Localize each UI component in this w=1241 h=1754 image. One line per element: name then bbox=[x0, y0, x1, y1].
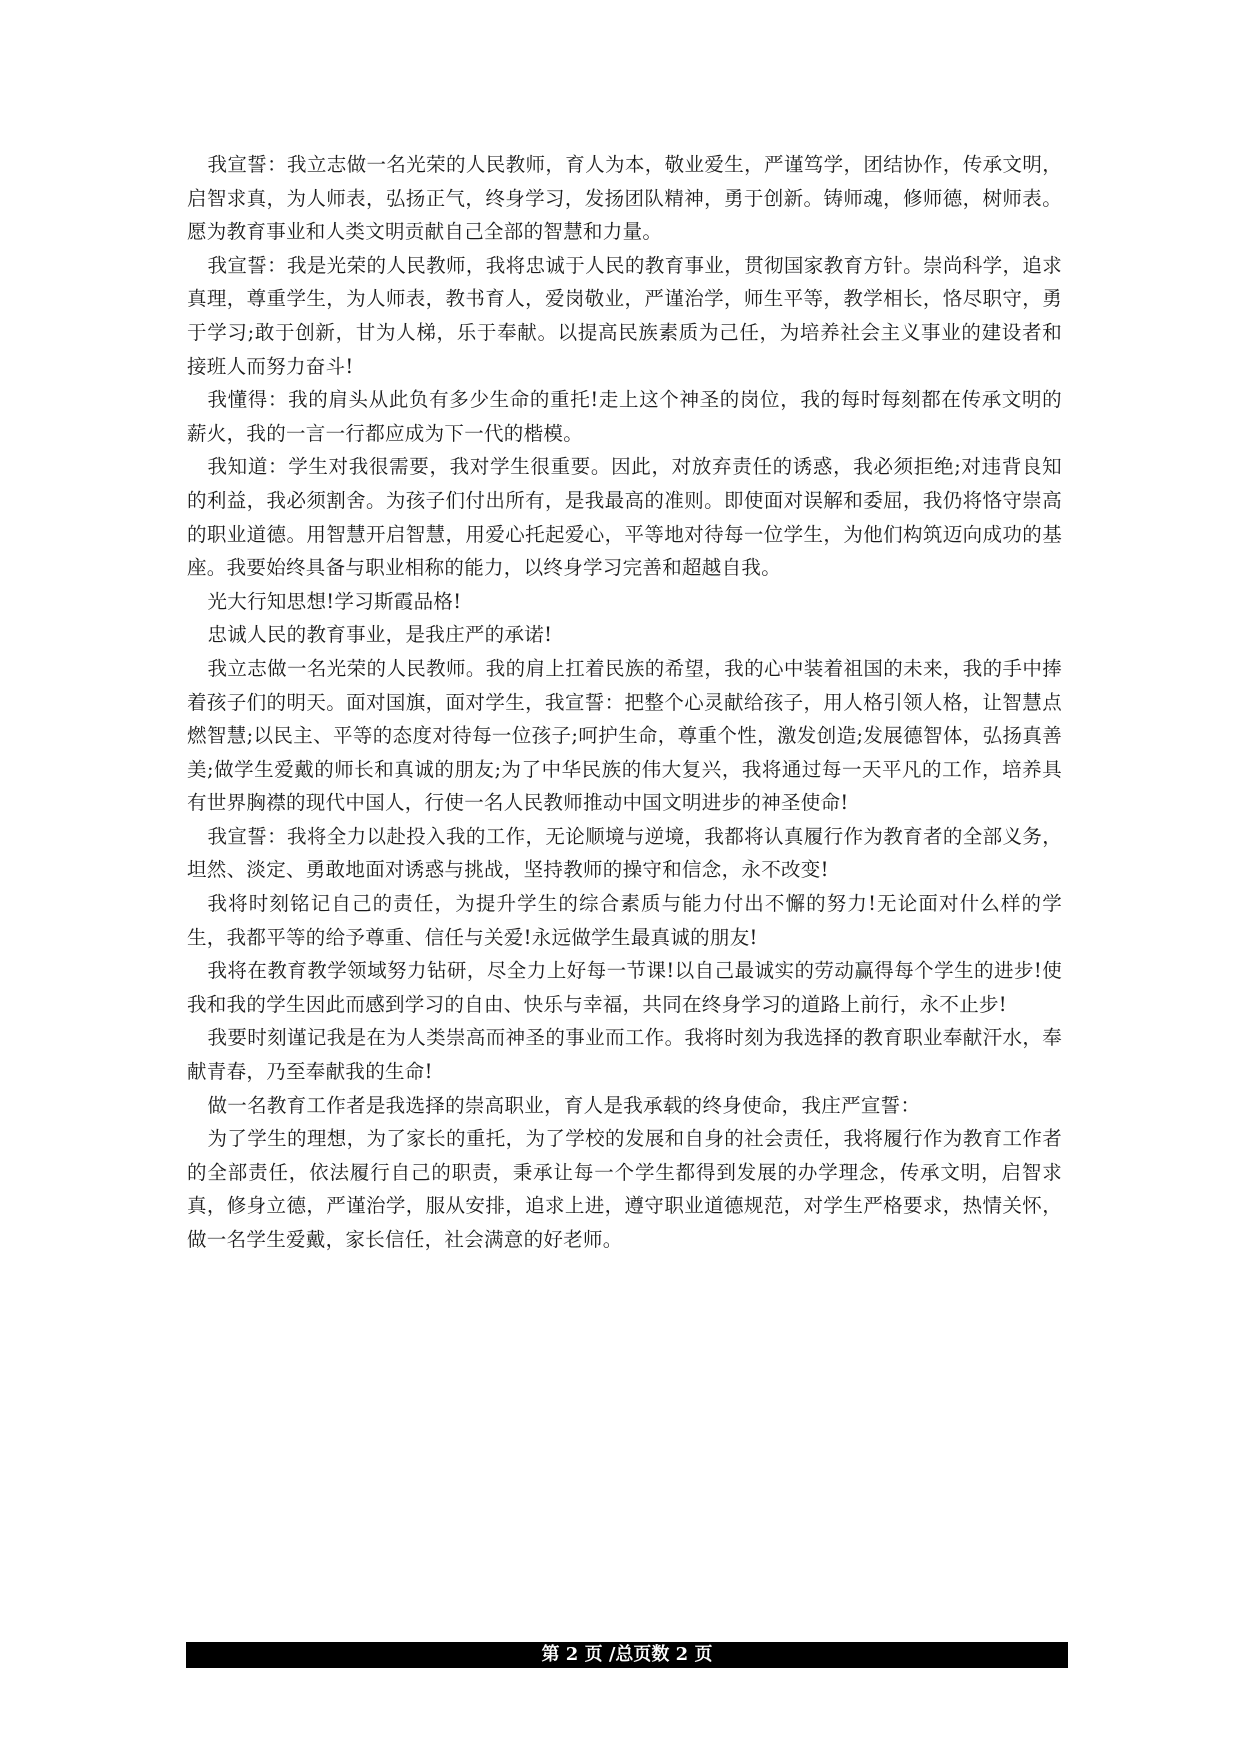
paragraph: 忠诚人民的教育事业，是我庄严的承诺! bbox=[207, 623, 553, 647]
page-number-label: 第 2 页 /总页数 2 页 bbox=[541, 1644, 713, 1665]
paragraph: 我知道：学生对我很需要，我对学生很重要。因此，对放弃责任的诱惑，我必须拒绝;对违背良知的利益，我必须割舍。为孩子们付出所有，是我最高的准则。即使面对误解和委屈，我仍将恪守崇高的职业道德。用智慧开启智慧，用爱心托起爱心，平等地对待每一位学生，为他们构筑迈向成功的基座。我要始终具备与职业相称的能力，以终身学习完善和超越自我。 bbox=[187, 455, 1062, 580]
paragraph: 为了学生的理想，为了家长的重托，为了学校的发展和自身的社会责任，我将履行作为教育工作者的全部责任，依法履行自己的职责，秉承让每一个学生都得到发展的办学理念，传承文明，启智求真，修身立德，严谨治学，服从安排，追求上进，遵守职业道德规范，对学生严格要求，热情关怀，做一名学生爱戴，家长信任，社会满意的好老师。 bbox=[187, 1127, 1062, 1251]
paragraph: 做一名教育工作者是我选择的崇高职业，育人是我承载的终身使命，我庄严宣誓： bbox=[207, 1093, 921, 1117]
page-footer bbox=[186, 1642, 1068, 1668]
paragraph: 我立志做一名光荣的人民教师。我的肩上扛着民族的希望，我的心中装着祖国的未来，我的手中捧着孩子们的明天。面对国旗，面对学生，我宣誓：把整个心灵献给孩子，用人格引领人格，让智慧点燃智慧;以民主、平等的态度对待每一位孩子;呵护生命，尊重个性，激发创造;发展德智体，弘扬真善美;做学生爱戴的师长和真诚的朋友;为了中华民族的伟大复兴，我将通过每一天平凡的工作，培养具有世界胸襟的现代中国人，行使一名人民教师推动中国文明进步的神圣使命! bbox=[187, 656, 1062, 815]
paragraph: 光大行知思想!学习斯霞品格! bbox=[207, 589, 462, 613]
paragraph: 我宣誓：我是光荣的人民教师，我将忠诚于人民的教育事业，贯彻国家教育方针。崇尚科学，追求真理，尊重学生，为人师表，教书育人，爱岗敬业，严谨治学，师生平等，教学相长，恪尽职守，勇于学习;敢于创新，甘为人梯，乐于奉献。以提高民族素质为己任，为培养社会主义事业的建设者和接班人而努力奋斗! bbox=[187, 253, 1062, 378]
paragraph: 我宣誓：我立志做一名光荣的人民教师，育人为本，敬业爱生，严谨笃学，团结协作，传承文明，启智求真，为人师表，弘扬正气，终身学习，发扬团队精神，勇于创新。铸师魂，修师德，树师表。愿为教育事业和人类文明贡献自己全部的智慧和力量。 bbox=[187, 153, 1062, 244]
paragraph: 我将时刻铭记自己的责任，为提升学生的综合素质与能力付出不懈的努力!无论面对什么样的学生，我都平等的给予尊重、信任与关爱!永远做学生最真诚的朋友! bbox=[187, 892, 1062, 949]
document-body bbox=[187, 148, 1062, 1257]
paragraph: 我宣誓：我将全力以赴投入我的工作，无论顺境与逆境，我都将认真履行作为教育者的全部义务，坦然、淡定、勇敢地面对诱惑与挑战，坚持教师的操守和信念，永不改变! bbox=[187, 824, 1062, 882]
paragraph: 我将在教育教学领域努力钻研，尽全力上好每一节课!以自己最诚实的劳动赢得每个学生的进步!使我和我的学生因此而感到学习的自由、快乐与幸福，共同在终身学习的道路上前行，永不止步! bbox=[187, 959, 1062, 1016]
paragraph: 我懂得：我的肩头从此负有多少生命的重托!走上这个神圣的岗位，我的每时每刻都在传承文明的薪火，我的一言一行都应成为下一代的楷模。 bbox=[187, 388, 1062, 445]
paragraph: 我要时刻谨记我是在为人类崇高而神圣的事业而工作。我将时刻为我选择的教育职业奉献汗水，奉献青春，乃至奉献我的生命! bbox=[187, 1026, 1062, 1084]
